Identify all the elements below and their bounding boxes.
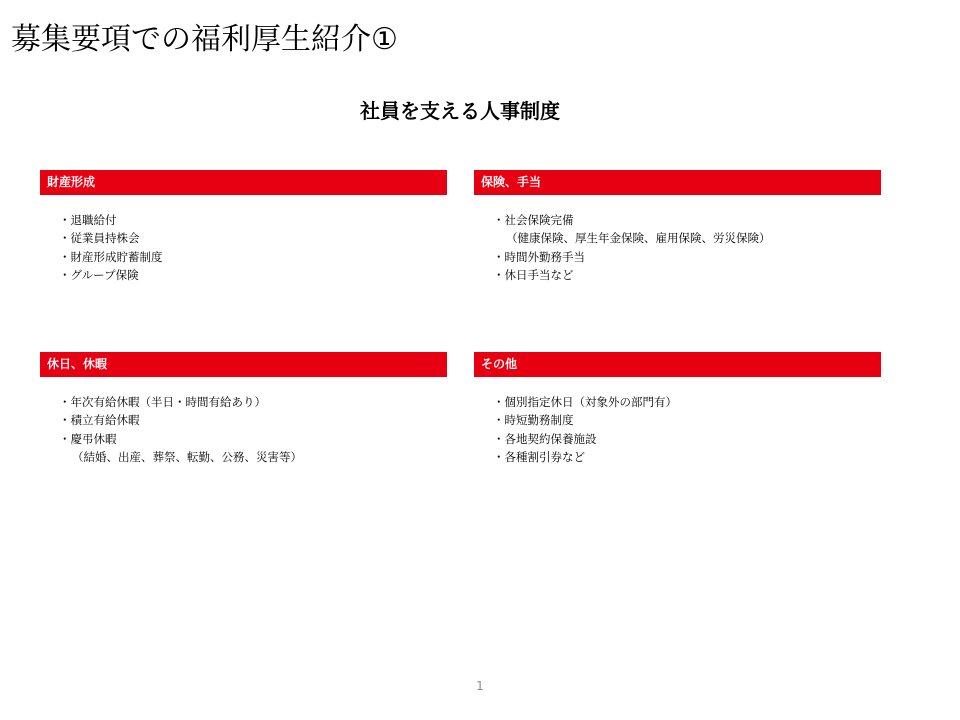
list-item: ・従業員持株会 — [59, 231, 140, 246]
list-item: ・時短勤務制度 — [493, 413, 574, 428]
list-item: ・慶弔休暇 — [59, 431, 117, 446]
list-item: ・年次有給休暇（半日・時間有給あり） — [59, 395, 266, 409]
slide-subtitle: 社員を支える人事制度 — [360, 99, 560, 123]
list-item: ・時間外勤務手当 — [493, 249, 585, 264]
section-heading: 保険、手当 — [474, 170, 881, 195]
list-item: ・退職給付 — [59, 213, 117, 227]
section-asset-formation — [40, 170, 447, 284]
section-list — [474, 393, 881, 466]
list-item-detail: （健康保険、厚生年金保険、雇用保険、労災保険） — [506, 231, 771, 246]
section-list — [474, 211, 881, 284]
section-list — [40, 393, 447, 466]
list-item: ・休日手当など — [493, 267, 574, 282]
list-item: ・社会保険完備 — [493, 213, 574, 227]
list-item: ・積立有給休暇 — [59, 413, 140, 428]
slide-title: 募集要項での福利厚生紹介① — [11, 22, 398, 57]
section-list — [40, 211, 447, 284]
list-item-detail: （結婚、出産、葬祭、転勤、公務、災害等） — [72, 449, 302, 464]
list-item: ・財産形成貯蓄制度 — [59, 249, 163, 264]
section-heading: 休日、休暇 — [40, 352, 447, 377]
list-item: ・各地契約保養施設 — [493, 431, 597, 446]
list-item: ・個別指定休日（対象外の部門有） — [493, 395, 677, 409]
section-other — [474, 352, 881, 466]
list-item: ・各種割引券など — [493, 449, 585, 464]
section-insurance-allowance — [474, 170, 881, 284]
list-item: ・グループ保険 — [59, 267, 139, 282]
section-heading: 財産形成 — [40, 170, 447, 195]
page-number: 1 — [476, 679, 484, 693]
section-holidays-leave — [40, 352, 447, 466]
section-heading: その他 — [474, 352, 881, 377]
